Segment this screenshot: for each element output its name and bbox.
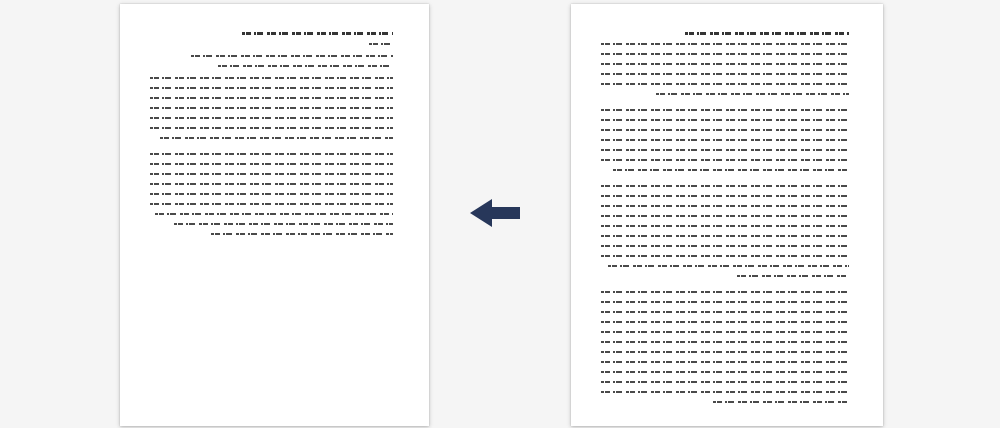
text-line	[601, 341, 849, 343]
text-line	[160, 137, 393, 139]
text-line	[601, 351, 849, 353]
text-line	[685, 32, 849, 35]
text-line	[150, 117, 393, 119]
text-line	[601, 321, 849, 323]
text-line	[601, 119, 849, 121]
text-line	[601, 235, 849, 237]
text-line	[601, 391, 849, 393]
paragraph	[150, 32, 393, 45]
text-line	[174, 223, 393, 225]
text-line	[601, 109, 849, 111]
text-line	[601, 195, 849, 197]
text-line	[150, 153, 393, 155]
text-line	[150, 127, 393, 129]
text-line	[150, 193, 393, 195]
text-line	[601, 255, 849, 257]
text-line	[191, 55, 393, 57]
paragraph	[150, 153, 393, 235]
paragraph	[150, 77, 393, 139]
original-page	[571, 4, 883, 426]
text-line	[601, 129, 849, 131]
text-line	[601, 149, 849, 151]
left-arrow-icon	[470, 198, 520, 228]
text-line	[150, 97, 393, 99]
text-line	[150, 163, 393, 165]
text-line	[150, 173, 393, 175]
text-line	[601, 63, 849, 65]
text-line	[601, 73, 849, 75]
text-line	[150, 203, 393, 205]
text-line	[218, 65, 393, 67]
text-line	[601, 53, 849, 55]
paragraph	[601, 291, 849, 403]
text-line	[656, 93, 849, 95]
paragraph	[601, 109, 849, 171]
text-line	[613, 169, 849, 171]
text-line	[150, 77, 393, 79]
paragraph	[150, 55, 393, 67]
text-line	[601, 225, 849, 227]
text-line	[737, 275, 849, 277]
text-line	[601, 185, 849, 187]
text-line	[369, 43, 393, 45]
text-line	[601, 159, 849, 161]
text-line	[608, 265, 849, 267]
text-line	[601, 43, 849, 45]
text-line	[242, 32, 393, 35]
text-line	[601, 361, 849, 363]
text-line	[713, 401, 849, 403]
text-line	[601, 215, 849, 217]
text-line	[601, 371, 849, 373]
text-line	[601, 311, 849, 313]
text-line	[601, 205, 849, 207]
text-line	[601, 291, 849, 293]
text-line	[601, 331, 849, 333]
text-line	[211, 233, 393, 235]
text-line	[601, 245, 849, 247]
paragraph	[601, 185, 849, 277]
text-line	[150, 183, 393, 185]
text-line	[150, 107, 393, 109]
text-line	[601, 83, 849, 85]
paragraph	[601, 32, 849, 95]
text-line	[155, 213, 393, 215]
text-line	[601, 301, 849, 303]
text-line	[150, 87, 393, 89]
text-line	[601, 381, 849, 383]
text-line	[601, 139, 849, 141]
translated-page	[120, 4, 429, 426]
